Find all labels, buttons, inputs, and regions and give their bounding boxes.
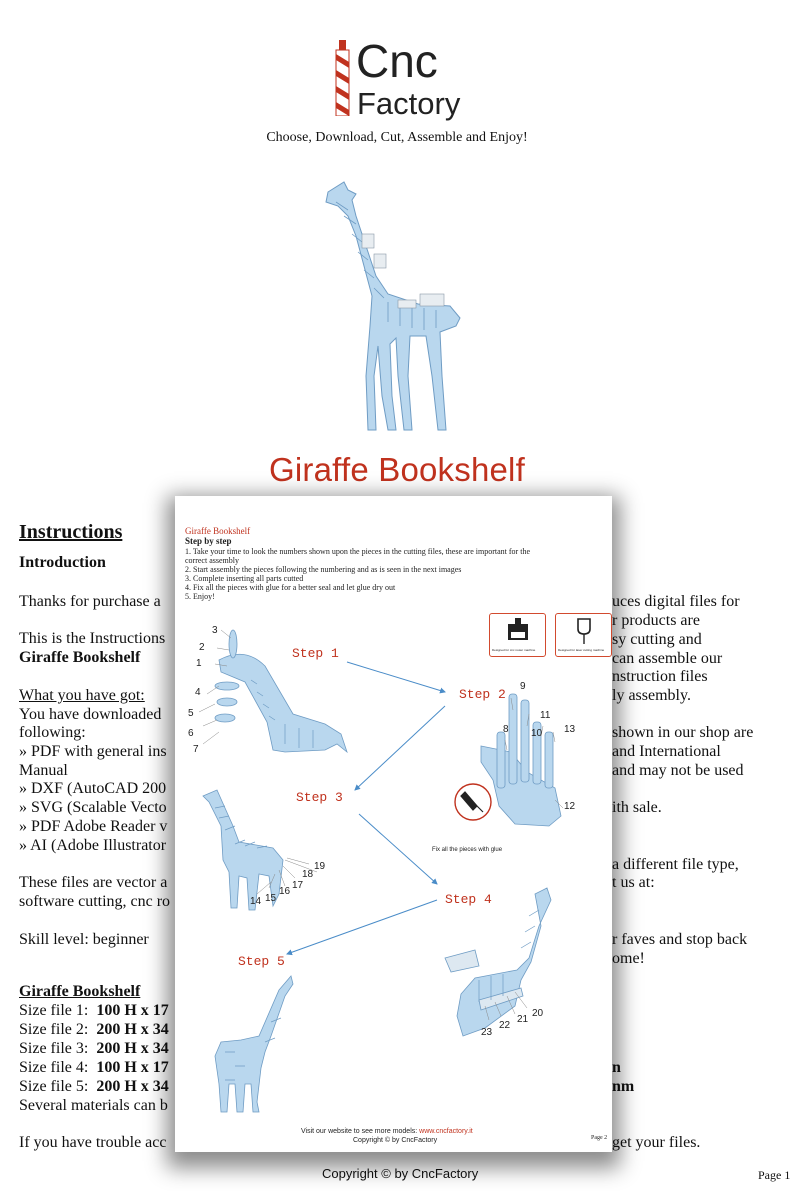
size-row xyxy=(19,1058,169,1077)
step-label: Step 4 xyxy=(445,892,492,907)
right-line: sy cutting and xyxy=(612,631,702,648)
size-label: Size file 1: xyxy=(19,1002,89,1019)
size-value: 200 H x 34 xyxy=(96,1021,169,1038)
step-label: Step 1 xyxy=(292,646,339,661)
right-line: and may not be used xyxy=(612,762,744,779)
size-row xyxy=(19,1001,169,1020)
part-number: 3 xyxy=(212,625,218,636)
left-line: These files are vector a xyxy=(19,874,168,891)
step5-piece xyxy=(215,976,293,1112)
part-number: 19 xyxy=(314,861,326,872)
step-text: 5. Enjoy! xyxy=(185,592,215,601)
logo-tower-icon xyxy=(330,40,354,116)
step-text: 1. Take your time to look the numbers shown upon the pieces in the cutting files, these are important for the xyxy=(185,547,530,556)
part-number: 15 xyxy=(265,893,277,904)
size-row xyxy=(19,1039,169,1058)
part-number: 18 xyxy=(302,869,314,880)
size-label: Size file 2: xyxy=(19,1021,89,1038)
part-number: 13 xyxy=(564,724,576,735)
step1-piece xyxy=(219,654,347,752)
right-line: and International xyxy=(612,743,721,760)
left-line: What you have got: xyxy=(19,687,145,704)
logo-factory: Factory xyxy=(357,86,461,121)
right-line: nm xyxy=(612,1078,635,1095)
badge-cnc-caption: Designed for cnc router machine xyxy=(492,648,536,652)
part-number: 5 xyxy=(188,708,194,719)
website-prefix: Visit our website to see more models: xyxy=(301,1128,420,1135)
right-line: can assemble our xyxy=(612,650,723,667)
left-line: » AI (Adobe Illustrator xyxy=(19,837,167,854)
step2-piece xyxy=(509,694,517,784)
step1-piece xyxy=(229,630,237,658)
introduction-heading: Introduction xyxy=(19,554,106,571)
part-number: 11 xyxy=(540,710,551,721)
step1-piece xyxy=(215,714,235,722)
left-line: Giraffe Bookshelf xyxy=(19,649,141,666)
left-line: following: xyxy=(19,724,86,741)
part-number: 21 xyxy=(517,1014,529,1025)
left-line: » PDF Adobe Reader v xyxy=(19,818,168,835)
step2-piece xyxy=(521,700,529,782)
size-value: 100 H x 17 xyxy=(96,1059,169,1076)
part-number: 1 xyxy=(196,658,202,669)
step-text: 2. Start assembly the pieces following the numbering and as is seen in the next images xyxy=(185,565,462,574)
part-number: 20 xyxy=(532,1008,544,1019)
size-value: 100 H x 17 xyxy=(96,1002,169,1019)
left-line: » DXF (AutoCAD 200 xyxy=(19,780,167,797)
part-number: 22 xyxy=(499,1020,511,1031)
instruction-page-overlay xyxy=(175,496,612,1152)
part-number: 7 xyxy=(193,744,199,755)
left-line: Skill level: beginner xyxy=(19,931,149,948)
step1-piece xyxy=(217,698,237,706)
size-label: Size file 5: xyxy=(19,1078,89,1095)
right-line: r faves and stop back xyxy=(612,931,748,948)
instructions-heading: Instructions xyxy=(19,521,123,543)
part-number: 2 xyxy=(199,642,205,653)
part-number: 23 xyxy=(481,1027,493,1038)
step2-piece xyxy=(497,732,505,788)
size-row xyxy=(19,1077,169,1096)
website-link[interactable]: www.cncfactory.it xyxy=(419,1128,473,1135)
part-number: 8 xyxy=(503,724,509,735)
part-number: 16 xyxy=(279,886,291,897)
size-value: 200 H x 34 xyxy=(96,1040,169,1057)
right-line: t us at: xyxy=(612,874,655,891)
part-number: 17 xyxy=(292,880,304,891)
assembly-illustrations xyxy=(175,496,612,1152)
step4-piece xyxy=(445,950,479,972)
overlay-page-number: Page 2 xyxy=(591,1135,608,1141)
overlay-website-line xyxy=(301,1127,473,1136)
left-line: » PDF with general ins xyxy=(19,743,167,760)
right-line: a different file type, xyxy=(612,856,739,873)
step-text: 3. Complete inserting all parts cutted xyxy=(185,574,304,583)
overlay-copyright: Copyright © by CncFactory xyxy=(353,1137,438,1144)
left-line: software cutting, cnc ro xyxy=(19,893,171,910)
right-line: uces digital files for xyxy=(612,593,740,610)
giraffe-bookshelf-image xyxy=(300,176,480,438)
sizes-heading: Giraffe Bookshelf xyxy=(19,983,141,1000)
step-text: 4. Fix all the pieces with glue for a better seal and let glue dry out xyxy=(185,583,396,592)
step-label: Step 3 xyxy=(296,790,343,805)
left-line: Manual xyxy=(19,762,68,779)
left-line: You have downloaded xyxy=(19,706,162,723)
footer-copyright: Copyright © by CncFactory xyxy=(322,1166,479,1181)
part-number: 6 xyxy=(188,728,194,739)
size-label: Size file 4: xyxy=(19,1059,89,1076)
tagline: Choose, Download, Cut, Assemble and Enjoy! xyxy=(266,130,528,145)
part-number: 14 xyxy=(250,896,262,907)
right-line: shown in our shop are xyxy=(612,724,754,741)
step-label: Step 2 xyxy=(459,687,506,702)
right-line: get your files. xyxy=(612,1134,701,1151)
size-row xyxy=(19,1020,169,1039)
left-line: » SVG (Scalable Vecto xyxy=(19,799,167,816)
size-value: 200 H x 34 xyxy=(96,1078,169,1095)
size-label: Size file 3: xyxy=(19,1040,89,1057)
logo xyxy=(330,35,470,121)
overlay-subheading: Step by step xyxy=(185,536,232,546)
step-text: correct assembly xyxy=(185,556,239,565)
overlay-title: Giraffe Bookshelf xyxy=(185,526,251,536)
right-line: ith sale. xyxy=(612,799,662,816)
right-line: r products are xyxy=(612,612,700,629)
right-line: nstruction files xyxy=(612,668,708,685)
part-number: 12 xyxy=(564,801,576,812)
step-label: Step 5 xyxy=(238,954,285,969)
part-number: 10 xyxy=(531,728,543,739)
glue-caption: Fix all the pieces with glue xyxy=(432,847,503,853)
right-line: n xyxy=(612,1059,621,1076)
step2-piece xyxy=(545,732,553,788)
page-number: Page 1 xyxy=(758,1168,791,1182)
left-line: Thanks for purchase a xyxy=(19,593,161,610)
right-line: ly assembly. xyxy=(612,687,691,704)
materials-line: Several materials can b xyxy=(19,1097,168,1114)
trouble-line: If you have trouble acc xyxy=(19,1134,167,1151)
part-number: 9 xyxy=(520,681,526,692)
right-line: ome! xyxy=(612,950,645,967)
part-number: 4 xyxy=(195,687,201,698)
logo-cnc: Cnc xyxy=(356,35,438,87)
left-line: This is the Instructions xyxy=(19,630,166,647)
badge-laser-caption: Designed for laser cutting machine xyxy=(558,648,605,652)
page-title: Giraffe Bookshelf xyxy=(269,451,525,488)
